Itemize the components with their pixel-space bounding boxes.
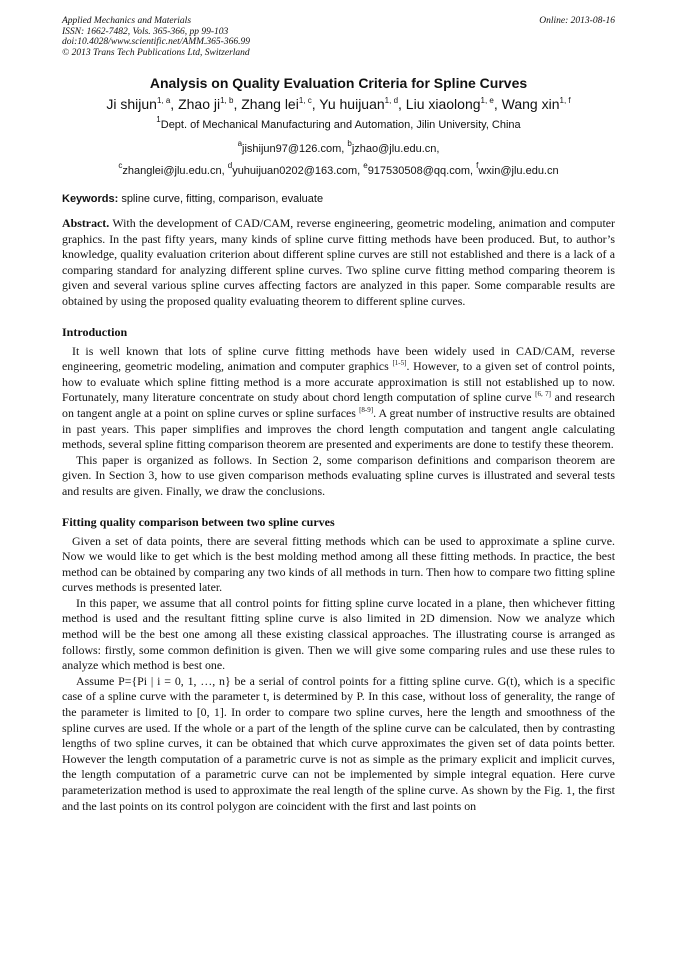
author-name: Yu huijuan [319, 96, 385, 112]
abstract [62, 216, 615, 310]
affiliation-mark: 1 [156, 115, 161, 124]
keywords-label: Keywords: [62, 193, 119, 205]
affiliation [62, 115, 615, 132]
section-heading-fitting-quality: Fitting quality comparison between two spline curves [62, 514, 335, 529]
keywords-text: spline curve, fitting, comparison, evaluate [121, 193, 324, 205]
email-line-1 [62, 139, 615, 156]
email-mark: e [363, 161, 368, 170]
paragraph: Given a set of data points, there are several fitting methods which can be used to approximate a spline curve. Now we would like to get which is the best molding method among all these fitting methods. In practice, the best method can be obtained by comparing any two kinds of all methods in turn. Then how to compare two fitting spline curves methods is presented later. [62, 533, 615, 595]
author-affiliation-mark: 1, f [559, 96, 571, 105]
keywords [62, 192, 615, 206]
email-mark: a [237, 139, 243, 148]
paragraph: In this paper, we assume that all control points for fitting spline curve located in a plane, then whichever fitting method is used and the resultant fitting spline curve is also limited in 2D dimension. Now we analyze which method will be the best one among all these existing classical approaches. The illustrating course is arranged as follows: firstly, some common definition is given. Then we will give some comparing rules and use these rules to analyze which method is best one. [62, 595, 615, 673]
author-email[interactable]: zhanglei@jlu.edu.cn, [122, 165, 225, 177]
email-line-2 [62, 161, 615, 178]
section-body [62, 534, 615, 815]
author-affiliation-mark: 1, e [480, 96, 494, 105]
author-email[interactable]: yuhuijuan0202@163.com, [232, 165, 361, 177]
paragraph: Assume P={Pi | i = 0, 1, …, n} be a serial of control points for a fitting spline curve. G(t), which is a specific case of a spline curve with the parameter t, is determined by P. In this case, without loss of generality, the range of the parameter is limited to [0, 1]. In order to compare two spline curves, here the length and smoothness of the spline curves are used. If the whole or a part of the length of the spline curve can be calculated, then by contrasting lengths of two spline curves, it can be obtained that which curve approximates the given set of data points better. However the length computation of a parametric curve is not as simple as the primary explicit and implicit curves, the length computation of a parametric curve can not be implemented by simple integral equation. Here curve parameterization method is used to approximate the real length of the spline curve. As shown by the Fig. 1, the first and the last points on its control polygon are coincident with the first and last points on [62, 673, 615, 813]
author-list: Ji shijun$^{1, a}$, Zhao ji$^{1, b}$, Zhang lei$^{1, c}$, Yu huijuan$^{1, d}$, Liu xiaolong$^{1, e}$, Wang xin$^{1, f}$ [106, 96, 571, 112]
citation[interactable]: [8-9] [359, 405, 374, 414]
issn-line: ISSN: 1662-7482, Vols. 365-366, pp 99-103 [62, 26, 229, 37]
author-name: Zhao ji [178, 96, 221, 112]
author-email[interactable]: 917530508@qq.com, [367, 165, 474, 177]
affiliation-text: Dept. of Mechanical Manufacturing and Automation, Jilin University, China [160, 119, 521, 131]
author-affiliation-mark: 1, d [384, 96, 399, 105]
email-mark: c [118, 161, 123, 170]
author-name: Wang xin [501, 96, 560, 112]
paragraph-text: . A great number of instructive results are obtained in past years. This paper simplifies and improves the chord length computation and tangent angle calculating methods, several spline fitting comparison theorem are presented and experiments are done to testify these theorem. [62, 405, 616, 452]
paragraph-text: . However, to a given set of control points, how to evaluate which spline fitting method is a more accurate approximation is still not established up to now. Fortunately, many literature concentrate on study about chord length computation of spline curve [62, 359, 615, 405]
author-email[interactable]: wxin@jlu.edu.cn [478, 165, 559, 177]
section-heading-introduction: Introduction [62, 324, 128, 339]
author-affiliation-mark: 1, b [220, 96, 234, 105]
email-mark: b [347, 139, 352, 148]
paragraph: This paper is organized as follows. In Section 2, some comparison definitions and comparison theorem are given. In Section 3, how to use given comparison methods evaluating spline curves is illustrated and several tests and results are given. Finally, we draw the conclusions. [62, 452, 615, 498]
author-name: Ji shijun [106, 96, 157, 112]
author-name: Zhang lei [241, 96, 299, 112]
introduction-body [62, 344, 615, 500]
paper-page [62, 16, 615, 814]
abstract-label: Abstract. [62, 216, 110, 230]
doi-line: doi:10.4028/www.scientific.net/AMM.365-366.99 [62, 37, 250, 47]
email-mark: d [227, 161, 233, 170]
paragraph [62, 344, 615, 453]
paper-title: Analysis on Quality Evaluation Criteria for Spline Curves [149, 75, 528, 91]
online-date: Online: 2013-08-16 [539, 16, 615, 26]
citation[interactable]: [1-5] [392, 359, 407, 368]
author-name: Liu xiaolong [405, 96, 481, 112]
copyright-line: © 2013 Trans Tech Publications Ltd, Switzerland [62, 47, 250, 58]
email-mark: f [476, 161, 479, 170]
citation[interactable]: [6, 7] [535, 390, 551, 399]
author-affiliation-mark: 1, a [156, 96, 171, 105]
journal-name: Applied Mechanics and Materials [62, 16, 192, 26]
author-affiliation-mark: 1, c [298, 96, 312, 105]
author-email[interactable]: jzhao@jlu.edu.cn, [351, 143, 440, 155]
paragraph-text: and research on tangent angle at a point on spline curves or spline surfaces [62, 390, 615, 420]
journal-header [62, 16, 615, 58]
paragraph-text: It is well known that lots of spline curve fitting methods have been widely used in CAD/CAM, reverse engineering, geometric modeling, animation and computer graphics [62, 343, 615, 374]
author-email[interactable]: jishijun97@126.com, [242, 143, 345, 155]
abstract-text: With the development of CAD/CAM, reverse engineering, geometric modeling, animation and computer graphics. In the past fifty years, many kinds of spline curve fitting methods have been produced. But, to author’s knowledge, quality evaluation criterion about different spline curves are still not established and there is a lack of a comparing standard for analyzing different spline curves. Two spline curve fitting method comparing theorem is given and several various spline curves affecting factors are analyzed in this paper. Some comparable results are obtained by using the proposed quality evaluating theorem to different spline curves. [62, 216, 615, 308]
